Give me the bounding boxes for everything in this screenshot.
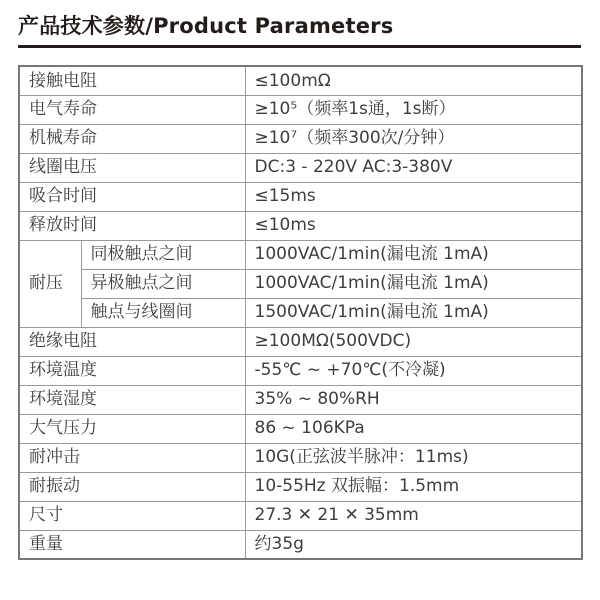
param-value-cell: 1500VAC/1min(漏电流 1mA) bbox=[245, 298, 582, 327]
table-row bbox=[19, 240, 582, 269]
param-value-cell: ≥10⁵（频率1s通，1s断） bbox=[245, 95, 582, 124]
table-row bbox=[19, 124, 582, 153]
sub-label-cell: 同极触点之间 bbox=[81, 240, 245, 269]
param-value-cell: 86 ~ 106KPa bbox=[245, 414, 582, 443]
table-row bbox=[19, 327, 582, 356]
sub-label-cell: 触点与线圈间 bbox=[81, 298, 245, 327]
param-value-cell: 1000VAC/1min(漏电流 1mA) bbox=[245, 240, 582, 269]
param-value-cell: 35% ~ 80%RH bbox=[245, 385, 582, 414]
param-value-cell: 10-55Hz 双振幅：1.5mm bbox=[245, 472, 582, 501]
param-label-cell: 耐冲击 bbox=[19, 443, 245, 472]
table-row bbox=[19, 443, 582, 472]
param-label-cell: 线圈电压 bbox=[19, 153, 245, 182]
table-row bbox=[19, 385, 582, 414]
param-value-cell: 1000VAC/1min(漏电流 1mA) bbox=[245, 269, 582, 298]
param-label-cell: 大气压力 bbox=[19, 414, 245, 443]
sub-label-cell: 异极触点之间 bbox=[81, 269, 245, 298]
param-label-cell: 重量 bbox=[19, 530, 245, 559]
table-row bbox=[19, 66, 582, 95]
table-row bbox=[19, 414, 582, 443]
param-value-cell: ≥100MΩ(500VDC) bbox=[245, 327, 582, 356]
table-row bbox=[19, 298, 582, 327]
param-value-cell: ≤10ms bbox=[245, 211, 582, 240]
param-value-cell: ≥10⁷（频率300次/分钟） bbox=[245, 124, 582, 153]
param-label-cell: 尺寸 bbox=[19, 501, 245, 530]
table-row bbox=[19, 501, 582, 530]
table-row bbox=[19, 269, 582, 298]
table-row bbox=[19, 182, 582, 211]
product-parameters-table bbox=[18, 65, 583, 560]
page-title: 产品技术参数/Product Parameters bbox=[18, 14, 394, 38]
table-row bbox=[19, 356, 582, 385]
table-row bbox=[19, 472, 582, 501]
table-row bbox=[19, 530, 582, 559]
param-label-cell: 环境湿度 bbox=[19, 385, 245, 414]
param-label-cell: 释放时间 bbox=[19, 211, 245, 240]
param-label-cell: 机械寿命 bbox=[19, 124, 245, 153]
param-value-cell: 10G(正弦波半脉冲：11ms) bbox=[245, 443, 582, 472]
param-value-cell: 约35g bbox=[245, 530, 582, 559]
table-row bbox=[19, 95, 582, 124]
param-label-cell: 接触电阻 bbox=[19, 66, 245, 95]
table-row bbox=[19, 211, 582, 240]
param-label-cell: 电气寿命 bbox=[19, 95, 245, 124]
param-value-cell: ≤15ms bbox=[245, 182, 582, 211]
param-label-cell: 环境温度 bbox=[19, 356, 245, 385]
param-value-cell: 27.3 ✕ 21 ✕ 35mm bbox=[245, 501, 582, 530]
param-label-cell: 吸合时间 bbox=[19, 182, 245, 211]
table-row bbox=[19, 153, 582, 182]
param-label-cell: 耐振动 bbox=[19, 472, 245, 501]
param-value-cell: -55℃ ~ +70℃(不冷凝) bbox=[245, 356, 582, 385]
title-underline bbox=[18, 45, 581, 48]
group-label-cell: 耐压 bbox=[19, 240, 81, 327]
param-value-cell: DC:3 - 220V AC:3-380V bbox=[245, 153, 582, 182]
param-label-cell: 绝缘电阻 bbox=[19, 327, 245, 356]
param-value-cell: ≤100mΩ bbox=[245, 66, 582, 95]
